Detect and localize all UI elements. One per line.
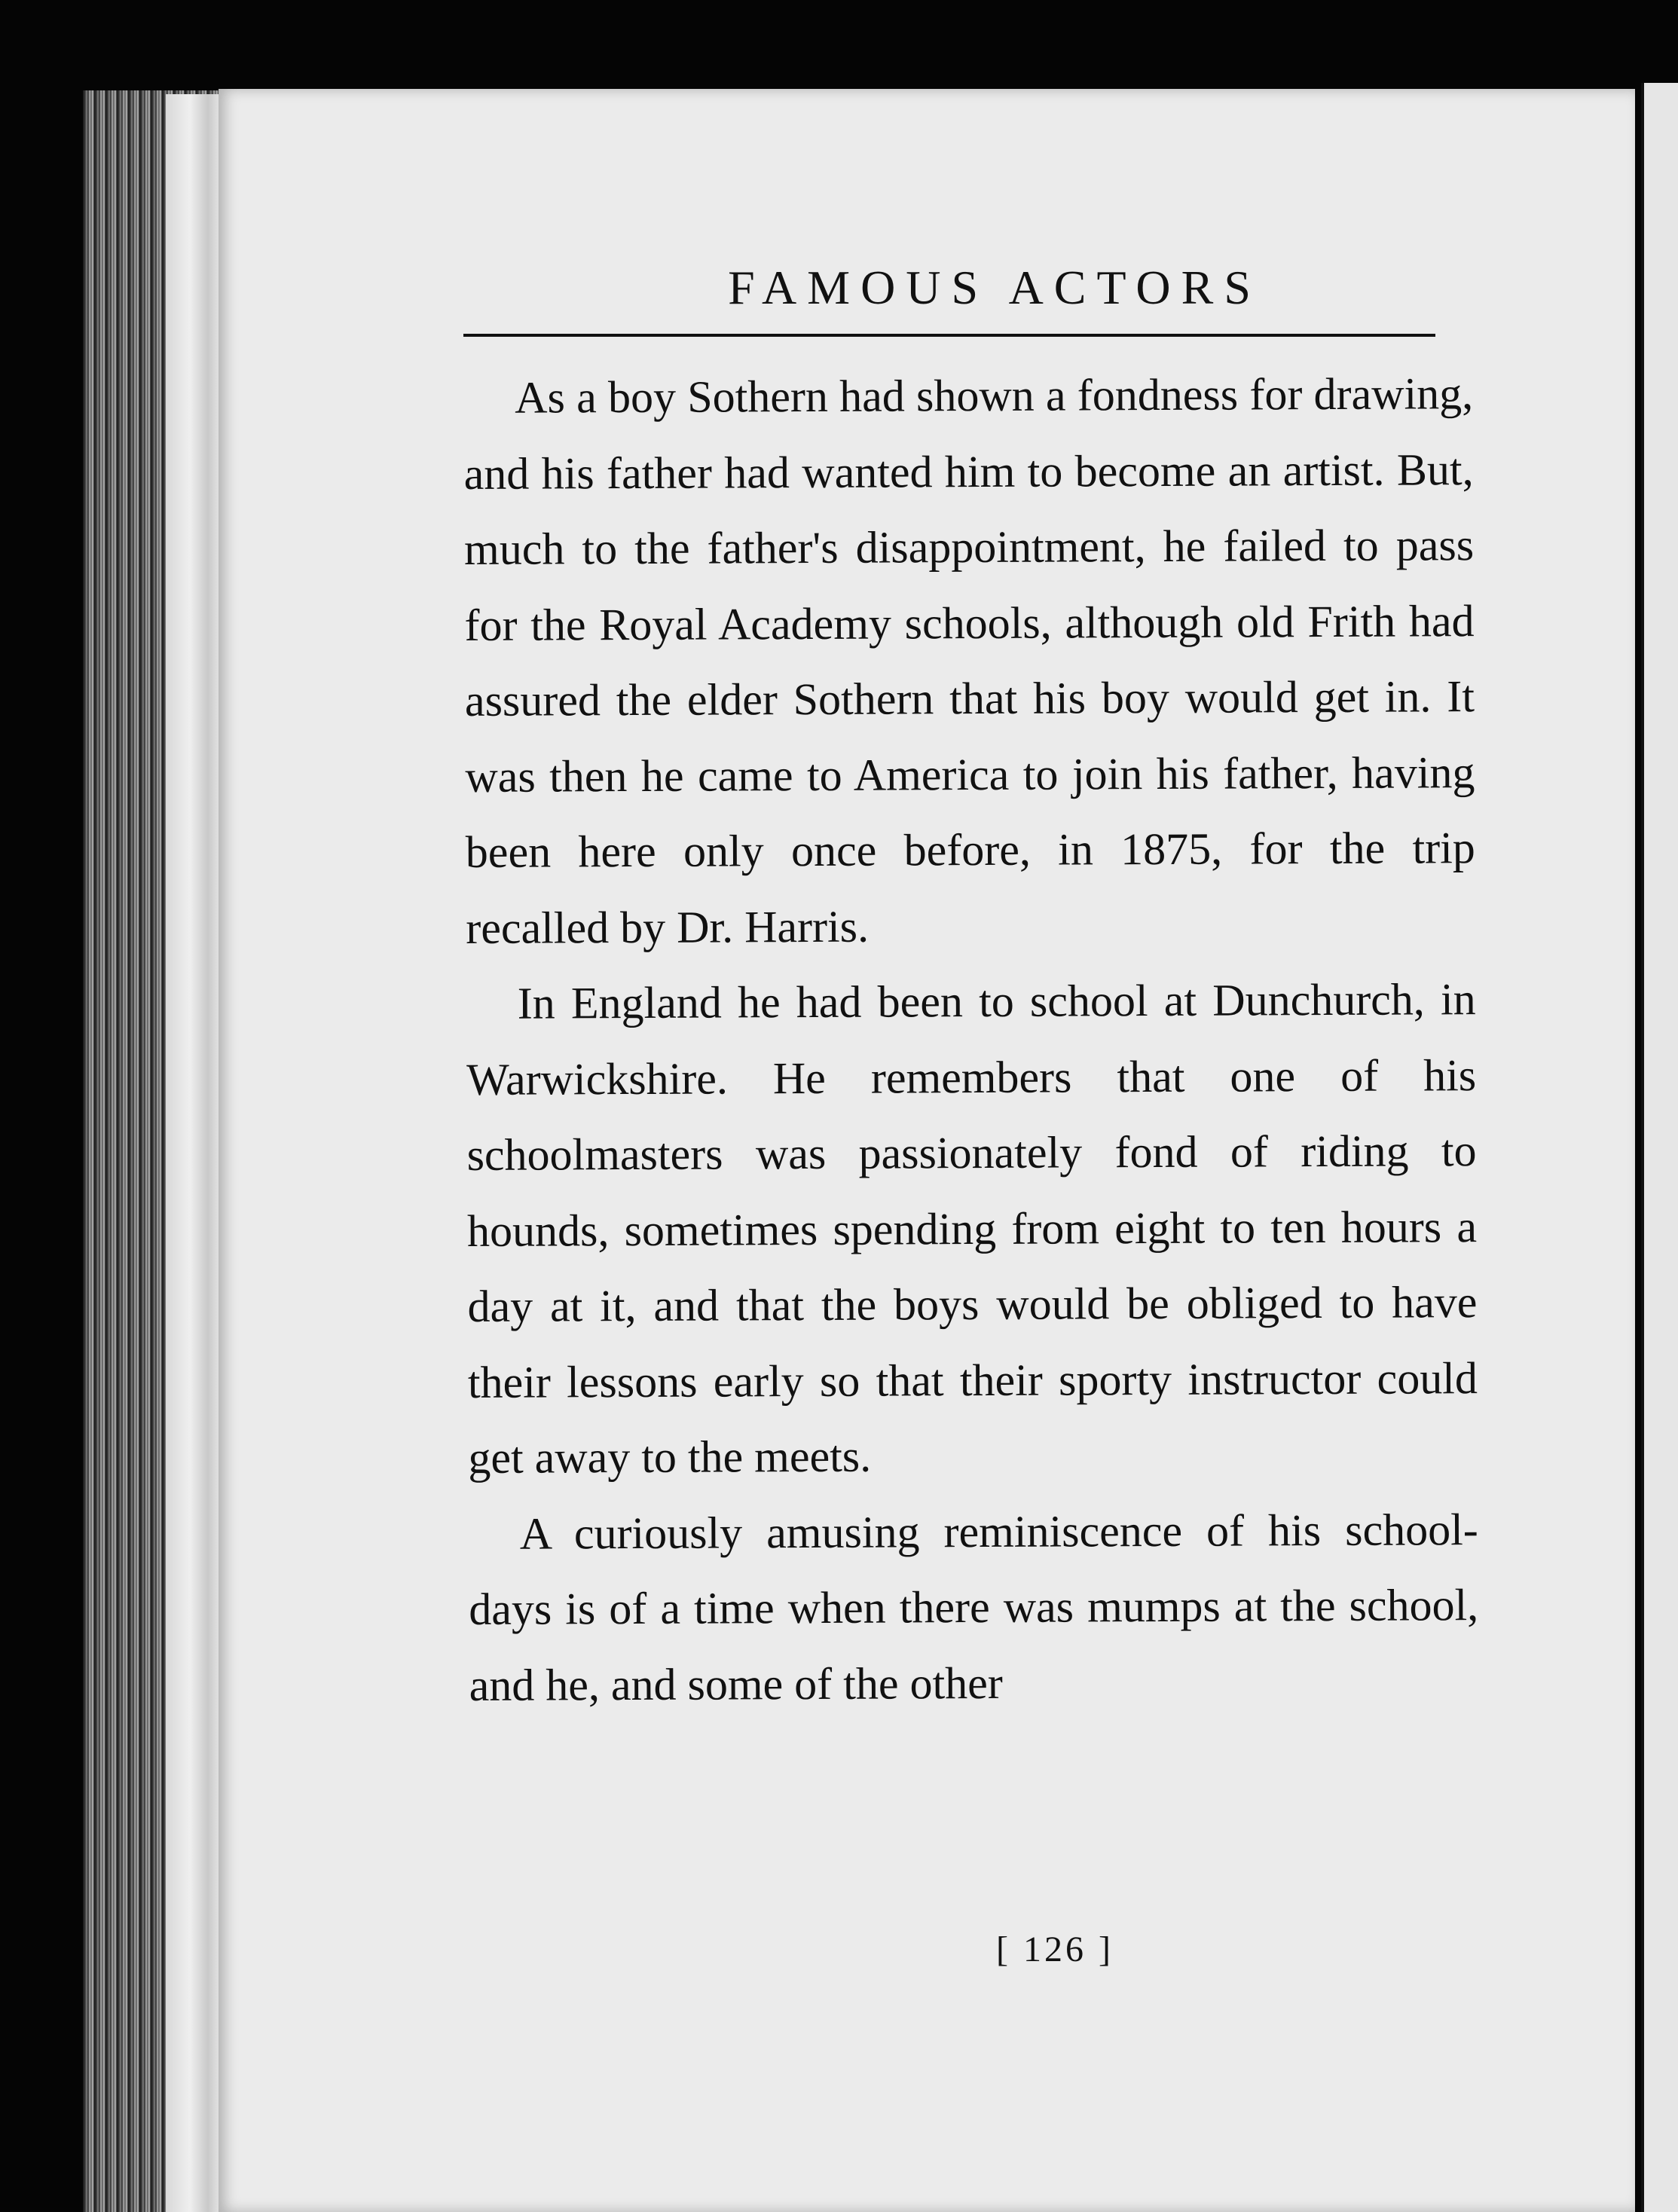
- page-number: [ 126 ]: [996, 1929, 1114, 1969]
- page-edge-highlight: [166, 94, 226, 2212]
- paragraph-3: A curiously amusing reminiscence of his school-days is of a time when there was mumps at the school, and he, and some of the other: [469, 1504, 1479, 1710]
- paragraph-1: As a boy Sothern had shown a fondness for drawing, and his father had wanted him to become an artist. But, much to the father's disappointment, he failed to pass for the Royal Academy schools, although old Frith had assured the elder Sothern that his boy would get in. It was then he came to America to join his father, having been here only once before, in 1875, for the trip recalled by Dr. Harris.: [463, 368, 1475, 953]
- header-rule: [463, 334, 1435, 337]
- facing-page-edge: [1641, 83, 1678, 2212]
- body-text: [463, 356, 1479, 1723]
- running-head: FAMOUS ACTORS: [728, 261, 1261, 314]
- paragraph-2: In England he had been to school at Dunchurch, in Warwickshire. He remembers that one of his schoolmasters was passionately fond of riding to hounds, sometimes spending from eight to ten hours a day at it, and that the boys would be obliged to have their lessons early so that their sporty instructor could get away to the meets.: [466, 974, 1478, 1483]
